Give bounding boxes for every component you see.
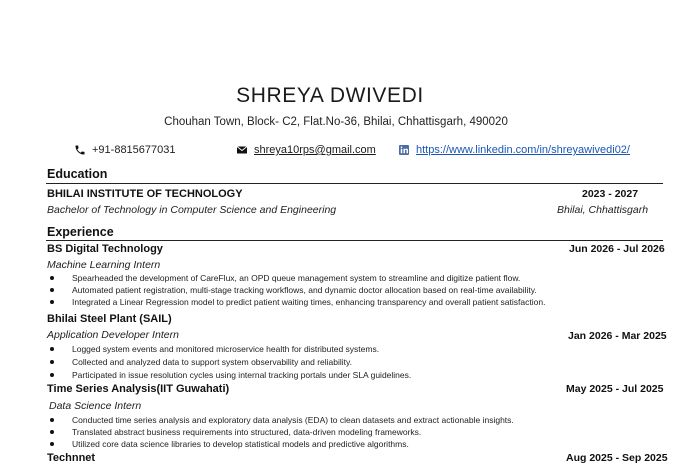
education-divider	[46, 183, 663, 184]
bullet-text: Logged system events and monitored microservice health for distributed systems.	[72, 344, 380, 354]
address: Chouhan Town, Block- C2, Flat.No-36, Bhilai, Chhattisgarh, 490020	[164, 116, 508, 128]
job-bullet	[50, 285, 537, 295]
job-org: Time Series Analysis(IIT Guwahati)	[47, 383, 230, 395]
envelope-icon	[236, 144, 248, 156]
job-bullet	[50, 427, 421, 437]
bullet-text: Utilized core data science libraries to develop statistical models and predictive algorithms.	[72, 439, 409, 449]
job-bullet	[50, 357, 352, 367]
experience-heading: Experience	[47, 225, 114, 239]
linkedin-contact[interactable]	[398, 144, 630, 156]
job-bullet	[50, 370, 411, 380]
job-dates: Aug 2025 - Sep 2025	[566, 452, 668, 464]
job-role: Machine Learning Intern	[47, 259, 161, 271]
linkedin-icon	[398, 144, 410, 156]
job-dates: May 2025 - Jul 2025	[566, 383, 664, 395]
education-dates: 2023 - 2027	[582, 188, 639, 200]
job-dates: Jan 2026 - Mar 2025	[568, 330, 667, 342]
job-bullet	[50, 415, 514, 425]
bullet-text: Integrated a Linear Regression model to predict patient waiting times, enhancing transparency and overall patient satisfaction.	[72, 297, 546, 307]
education-institution: BHILAI INSTITUTE OF TECHNOLOGY	[47, 188, 243, 200]
bullet-dot	[50, 442, 54, 446]
bullet-text: Automated patient registration, multi-stage tracking workflows, and dynamic doctor allocation based on real-time availability.	[72, 285, 537, 295]
job-org: Technnet	[47, 452, 96, 464]
bullet-dot	[50, 276, 54, 280]
job-role: Data Science Intern	[49, 400, 142, 412]
job-org: Bhilai Steel Plant (SAIL)	[47, 313, 172, 325]
experience-divider	[46, 240, 663, 241]
job-bullet	[50, 273, 520, 283]
resume-name: SHREYA DWIVEDI	[236, 84, 424, 107]
education-heading: Education	[47, 167, 108, 181]
education-location: Bhilai, Chhattisgarh	[557, 204, 649, 216]
bullet-text: Conducted time series analysis and exploratory data analysis (EDA) to clean datasets and extract actionable insights.	[72, 415, 514, 425]
bullet-dot	[50, 300, 54, 304]
job-org: BS Digital Technology	[47, 243, 163, 255]
bullet-text: Spearheaded the development of CareFlux, an OPD queue management system to streamline and digitize patient flow.	[72, 273, 521, 283]
bullet-dot	[50, 288, 54, 292]
phone-icon	[74, 144, 86, 156]
education-degree: Bachelor of Technology in Computer Science and Engineering	[47, 204, 337, 216]
job-dates: Jun 2026 - Jul 2026	[569, 243, 665, 255]
bullet-text: Translated abstract business requirements into structured, data-driven modeling frameworks.	[72, 427, 422, 437]
phone-number: +91-8815677031	[92, 144, 176, 156]
job-bullet	[50, 297, 545, 307]
email-contact[interactable]	[236, 144, 376, 156]
bullet-dot	[50, 418, 54, 422]
bullet-dot	[50, 360, 54, 364]
bullet-text: Participated in issue resolution cycles using internal tracking portals under SLA guidelines.	[72, 370, 412, 380]
email-link[interactable]: shreya10rps@gmail.com	[254, 144, 376, 156]
bullet-text: Collected and analyzed data to support system observability and reliability.	[72, 357, 353, 367]
bullet-dot	[50, 347, 54, 351]
job-bullet	[50, 344, 379, 354]
job-bullet	[50, 439, 409, 449]
bullet-dot	[50, 430, 54, 434]
linkedin-link[interactable]: https://www.linkedin.com/in/shreyawivedi02/	[416, 144, 630, 156]
job-role: Application Developer Intern	[47, 329, 179, 341]
phone-contact	[74, 144, 176, 156]
bullet-dot	[50, 373, 54, 377]
